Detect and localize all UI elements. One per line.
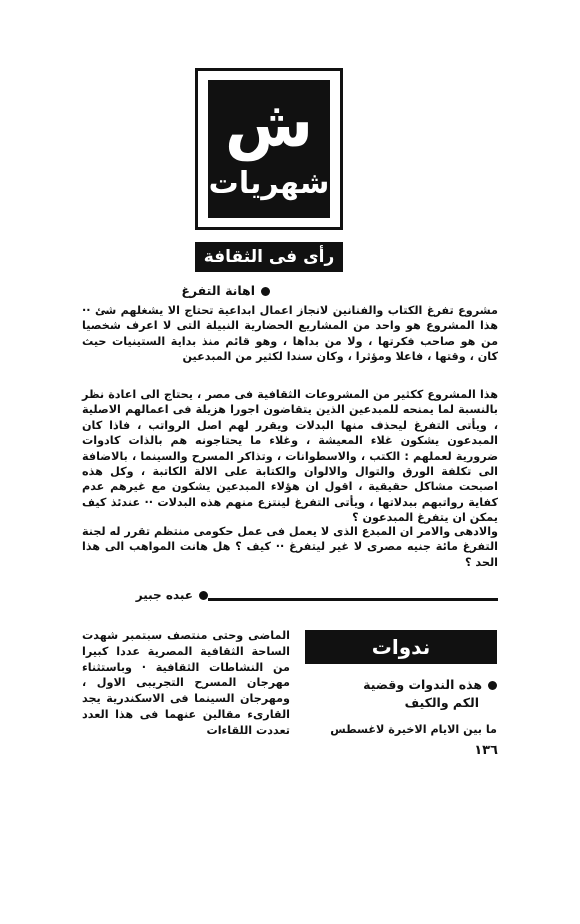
article-paragraph-2: هذا المشروع ككثير من المشروعات الثقافية فى مصر ، يحتاج الى اعادة نظر بالنسبة لما يمنحه للمبدعين الذين يتقاضون اجورا هزيلة فى اعمالهم الاصلية ، ويأتى التفرغ ليحذف منها البدلات ويقرر لهم اصل الرواتب ، فاذا كان المبدعون يشكون غلاء المعيشة ، وغلاء ما يحتاجونه هم بالذات كادوات ضرورية لعملهم : الكتب ، والاسطوانات ، وتذاكر المسرح والسينما ، بالاضافة الى تكلفة الورق والتوال والالوان والكتابة على الالة الكاتبة ، وكل هذه اصبحت مشاكل حقيقية ، اقول ان هؤلاء المبدعين يشكون مع غيرهم عدم كفاية رواتبهم ببدلاتها ، ويأتى التفرغ لينتزع منهم هذه البدلات ·· عندئذ كيف يمكن ان يتفرغ المبدعون ؟ [82, 388, 498, 525]
author-divider [208, 598, 498, 601]
nadawat-banner: ندوات [305, 630, 497, 664]
column-logo [195, 68, 343, 230]
nadawat-headline-line1: هذه الندوات وقضية [363, 677, 482, 692]
article-subtitle [130, 282, 270, 300]
article-paragraph-3: والادهى والامر ان المبدع الذى لا يعمل فى عمل حكومى منتظم تقرر له لجنة التفرغ مائة جنيه مصرى لا غير ليتفرغ ·· كيف ؟ هل هانت المواهب الى هذا الحد ؟ [82, 525, 498, 569]
nadawat-continuation: الماضى وحتى منتصف سبتمبر شهدت الساحة الثقافية المصرية عددا كبيرا من النشاطات الثقافية · وباستثناء مهرجان المسرح التجريبى الاول ، ومهرجان السينما فى الاسكندرية يجد القارىء مقالين عنهما فى هذا العدد تعددت اللقاءات [82, 629, 290, 737]
bullet-icon [199, 591, 208, 600]
nadawat-headline-line2: الكم والكيف [404, 695, 479, 710]
bullet-icon [261, 287, 270, 296]
page-number: ١٣٦ [474, 743, 498, 758]
nadawat-headline [305, 676, 497, 712]
article-subtitle-text: اهانة التفرغ [181, 283, 255, 298]
section-title-banner: رأى فى الثقافة [195, 242, 343, 272]
nadawat-text-start: ما بين الايام الاخيرة لاغسطس [330, 723, 497, 736]
logo-word: شهريات [208, 166, 330, 201]
logo-letter: ش [224, 88, 314, 162]
bullet-icon [488, 681, 497, 690]
logo-inner [208, 80, 330, 218]
article-author [118, 586, 208, 604]
author-name: عبده جبير [135, 588, 193, 602]
article-paragraph-1: مشروع تفرغ الكتاب والفنانين لانجاز اعمال ابداعية تحتاج الا يشغلهم شئ ·· هذا المشروع هو واحد من المشاريع الحضارية النبيلة التى لا اعرف شخصيا من هو صاحب فكرتها ، ولا من بداها ، وهو قائم منذ بداية الستينيات حيث كان ، وقتها ، فاعلا ومؤثرا ، وكان سندا لكثير من المبدعين [82, 304, 498, 364]
